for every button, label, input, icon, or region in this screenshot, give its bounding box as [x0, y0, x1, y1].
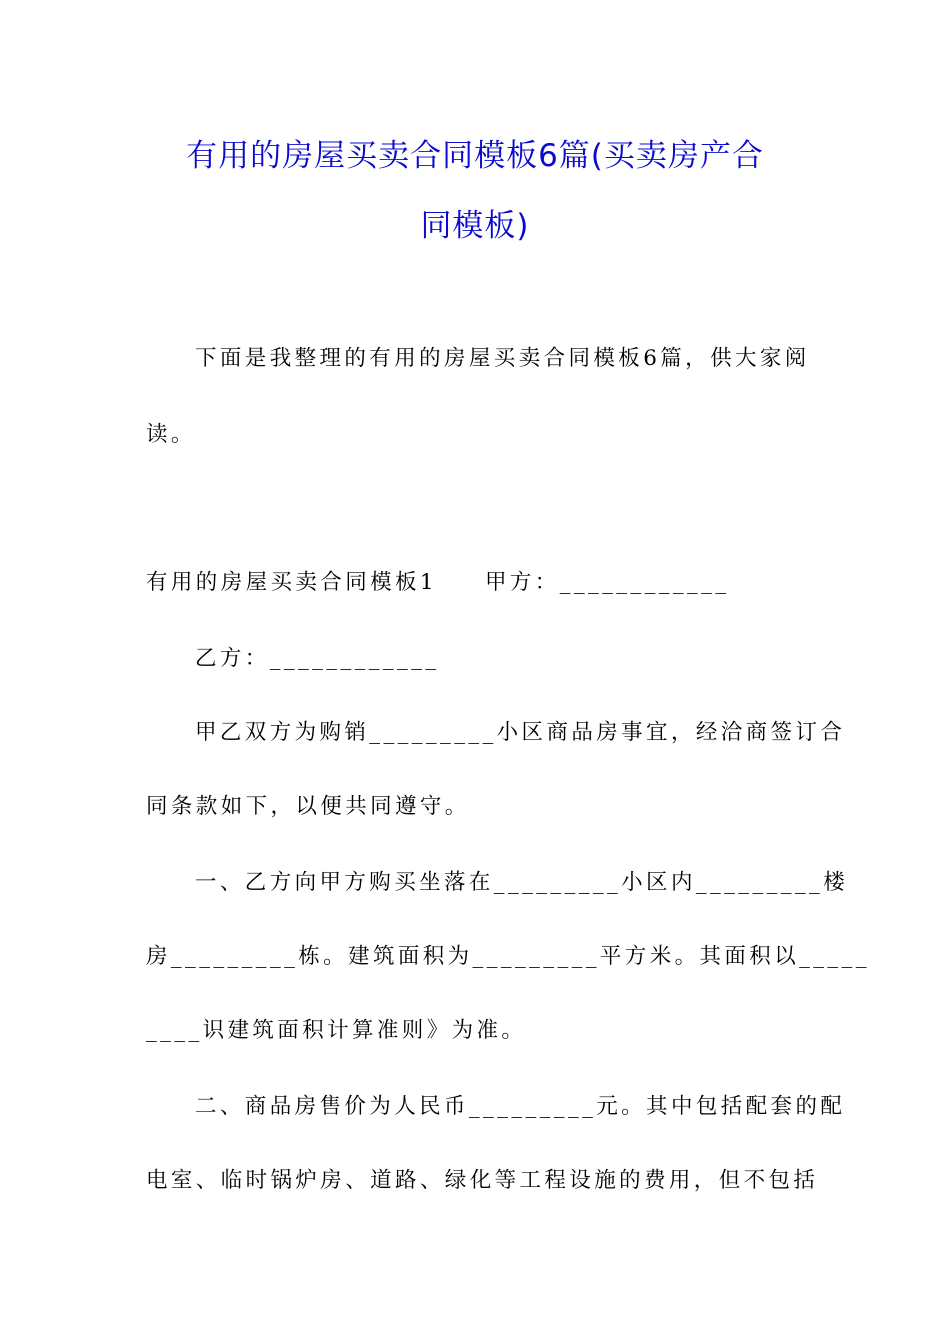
paragraph-3-line-2: 电室、临时锅炉房、道路、绿化等工程设施的费用，但不包括 [146, 1168, 819, 1193]
paragraph-2-line-2: 房_________栋。建筑面积为_________平方米。其面积以_____ [146, 944, 870, 969]
party-b-field: 乙方：____________ [195, 646, 440, 671]
paragraph-1-line-2: 同条款如下，以便共同遵守。 [146, 794, 470, 819]
intro-paragraph-line-2: 读。 [146, 422, 196, 447]
party-a-field: 甲方：____________ [484, 570, 730, 595]
paragraph-3-line-1: 二、商品房售价为人民币_________元。其中包括配套的配 [195, 1094, 846, 1119]
intro-paragraph-line-1: 下面是我整理的有用的房屋买卖合同模板6篇，供大家阅 [195, 346, 810, 371]
section-heading-row [146, 568, 816, 598]
section-heading: 有用的房屋买卖合同模板1 [146, 570, 437, 595]
paragraph-1-line-1: 甲乙双方为购销_________小区商品房事宜，经洽商签订合 [195, 720, 846, 745]
document-title-line-1: 有用的房屋买卖合同模板6篇(买卖房产合 [186, 138, 764, 174]
paragraph-2-line-3: ____识建筑面积计算准则》为准。 [146, 1018, 527, 1043]
document-title-line-2: 同模板) [420, 208, 530, 244]
paragraph-2-line-1: 一、乙方向甲方购买坐落在_________小区内_________楼 [195, 870, 849, 895]
